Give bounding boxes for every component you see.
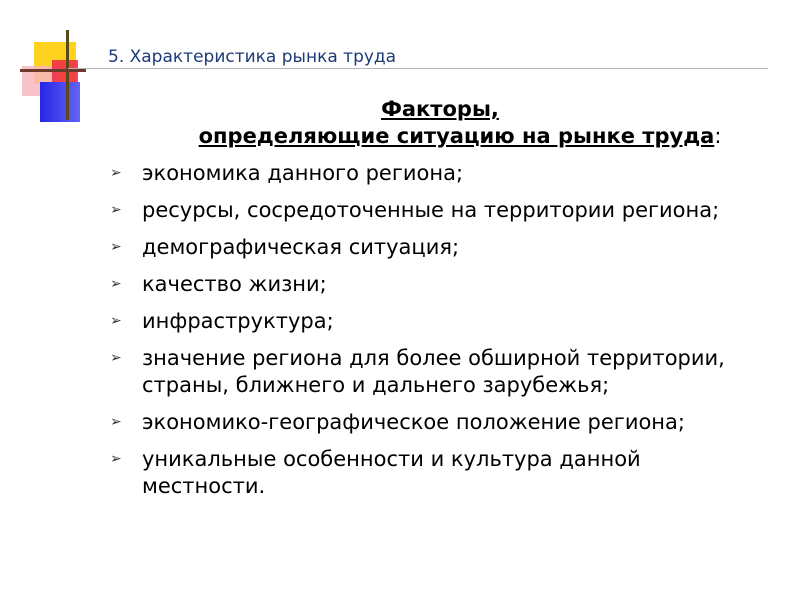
chevron-right-icon: ➢ bbox=[110, 451, 122, 467]
list-item bbox=[108, 308, 768, 335]
title-divider-line bbox=[68, 68, 768, 69]
decor-horizontal-line bbox=[20, 69, 86, 72]
chevron-right-icon: ➢ bbox=[110, 239, 122, 255]
list-item bbox=[108, 345, 768, 399]
factors-list bbox=[108, 160, 768, 510]
heading-colon: : bbox=[714, 124, 722, 148]
list-item-text: значение региона для более обширной территории, страны, ближнего и дальнего зарубежья; bbox=[142, 346, 725, 397]
list-item bbox=[108, 271, 768, 298]
list-item-text: инфраструктура; bbox=[142, 309, 334, 333]
list-item-text: уникальные особенности и культура данной местности. bbox=[142, 447, 641, 498]
list-item-text: ресурсы, сосредоточенные на территории региона; bbox=[142, 198, 720, 222]
chevron-right-icon: ➢ bbox=[110, 414, 122, 430]
list-item bbox=[108, 160, 768, 187]
heading-line-1: Факторы, bbox=[381, 97, 499, 121]
list-item bbox=[108, 197, 768, 224]
list-item bbox=[108, 409, 768, 436]
list-item-text: экономико-географическое положение региона; bbox=[142, 410, 685, 434]
list-heading bbox=[160, 96, 760, 150]
list-item bbox=[108, 234, 768, 261]
chevron-right-icon: ➢ bbox=[110, 350, 122, 366]
list-item-text: демографическая ситуация; bbox=[142, 235, 460, 259]
chevron-right-icon: ➢ bbox=[110, 313, 122, 329]
decor-vertical-line bbox=[66, 30, 69, 120]
heading-line-2: определяющие ситуацию на рынке труда bbox=[198, 124, 715, 148]
chevron-right-icon: ➢ bbox=[110, 202, 122, 218]
chevron-right-icon: ➢ bbox=[110, 165, 122, 181]
list-item-text: качество жизни; bbox=[142, 272, 327, 296]
list-item-text: экономика данного региона; bbox=[142, 161, 464, 185]
slide-title: 5. Характеристика рынка труда bbox=[108, 47, 397, 67]
chevron-right-icon: ➢ bbox=[110, 276, 122, 292]
list-item bbox=[108, 446, 768, 500]
decor-blue-shade bbox=[40, 82, 80, 122]
